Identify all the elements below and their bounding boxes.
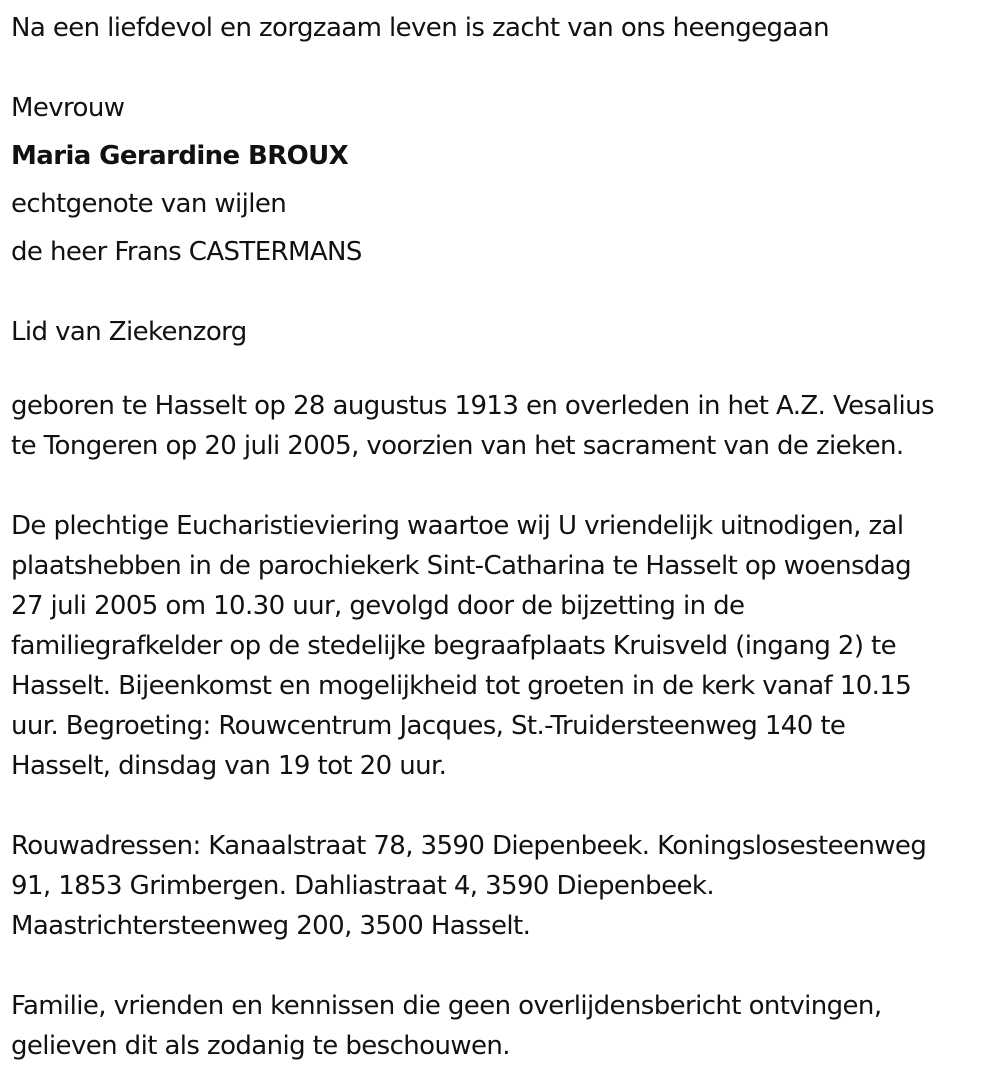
paragraph-line: Hasselt. Bijeenkomst en mogelijkheid tot groeten in de kerk vanaf 10.15 <box>11 671 912 701</box>
spacer <box>11 356 986 386</box>
paragraph-line: geboren te Hasselt op 28 augustus 1913 en overleden in het A.Z. Vesalius <box>11 391 934 421</box>
paragraph-line: 27 juli 2005 om 10.30 uur, gevolgd door de bijzetting in de <box>11 591 745 621</box>
deceased-name: Maria Gerardine BROUX <box>11 141 349 171</box>
closing-paragraph <box>11 986 986 1066</box>
paragraph-line: Rouwadressen: Kanaalstraat 78, 3590 Diepenbeek. Koningslosesteenweg <box>11 831 927 861</box>
intro-text: Na een liefdevol en zorgzaam leven is zacht van ons heengegaan <box>11 13 829 43</box>
paragraph-line: De plechtige Eucharistieviering waartoe wij U vriendelijk uitnodigen, zal <box>11 511 904 541</box>
paragraph-line: gelieven dit als zodanig te beschouwen. <box>11 1031 510 1061</box>
paragraph-line: Maastrichtersteenweg 200, 3500 Hasselt. <box>11 911 531 941</box>
spacer <box>11 276 986 308</box>
spouse-name: de heer Frans CASTERMANS <box>11 237 362 267</box>
addresses-paragraph <box>11 826 986 946</box>
spacer <box>11 466 986 506</box>
paragraph-line: Familie, vrienden en kennissen die geen overlijdensbericht ontvingen, <box>11 991 882 1021</box>
paragraph-line: plaatshebben in de parochiekerk Sint-Catharina te Hasselt op woensdag <box>11 551 912 581</box>
paragraph-line: 91, 1853 Grimbergen. Dahliastraat 4, 3590 Diepenbeek. <box>11 871 714 901</box>
spacer <box>11 786 986 826</box>
spacer <box>11 946 986 986</box>
paragraph-line: familiegrafkelder op de stedelijke begraafplaats Kruisveld (ingang 2) te <box>11 631 897 661</box>
paragraph-line: te Tongeren op 20 juli 2005, voorzien van het sacrament van de zieken. <box>11 431 904 461</box>
paragraph-line: Hasselt, dinsdag van 19 tot 20 uur. <box>11 751 447 781</box>
paragraph-line: uur. Begroeting: Rouwcentrum Jacques, St.-Truidersteenweg 140 te <box>11 711 846 741</box>
obituary-document <box>11 4 986 1066</box>
birth-death-paragraph <box>11 386 986 466</box>
ceremony-paragraph <box>11 506 986 786</box>
membership-text: Lid van Ziekenzorg <box>11 317 247 347</box>
relation-line: echtgenote van wijlen <box>11 189 287 219</box>
spacer <box>11 52 986 84</box>
title-prefix: Mevrouw <box>11 93 125 123</box>
